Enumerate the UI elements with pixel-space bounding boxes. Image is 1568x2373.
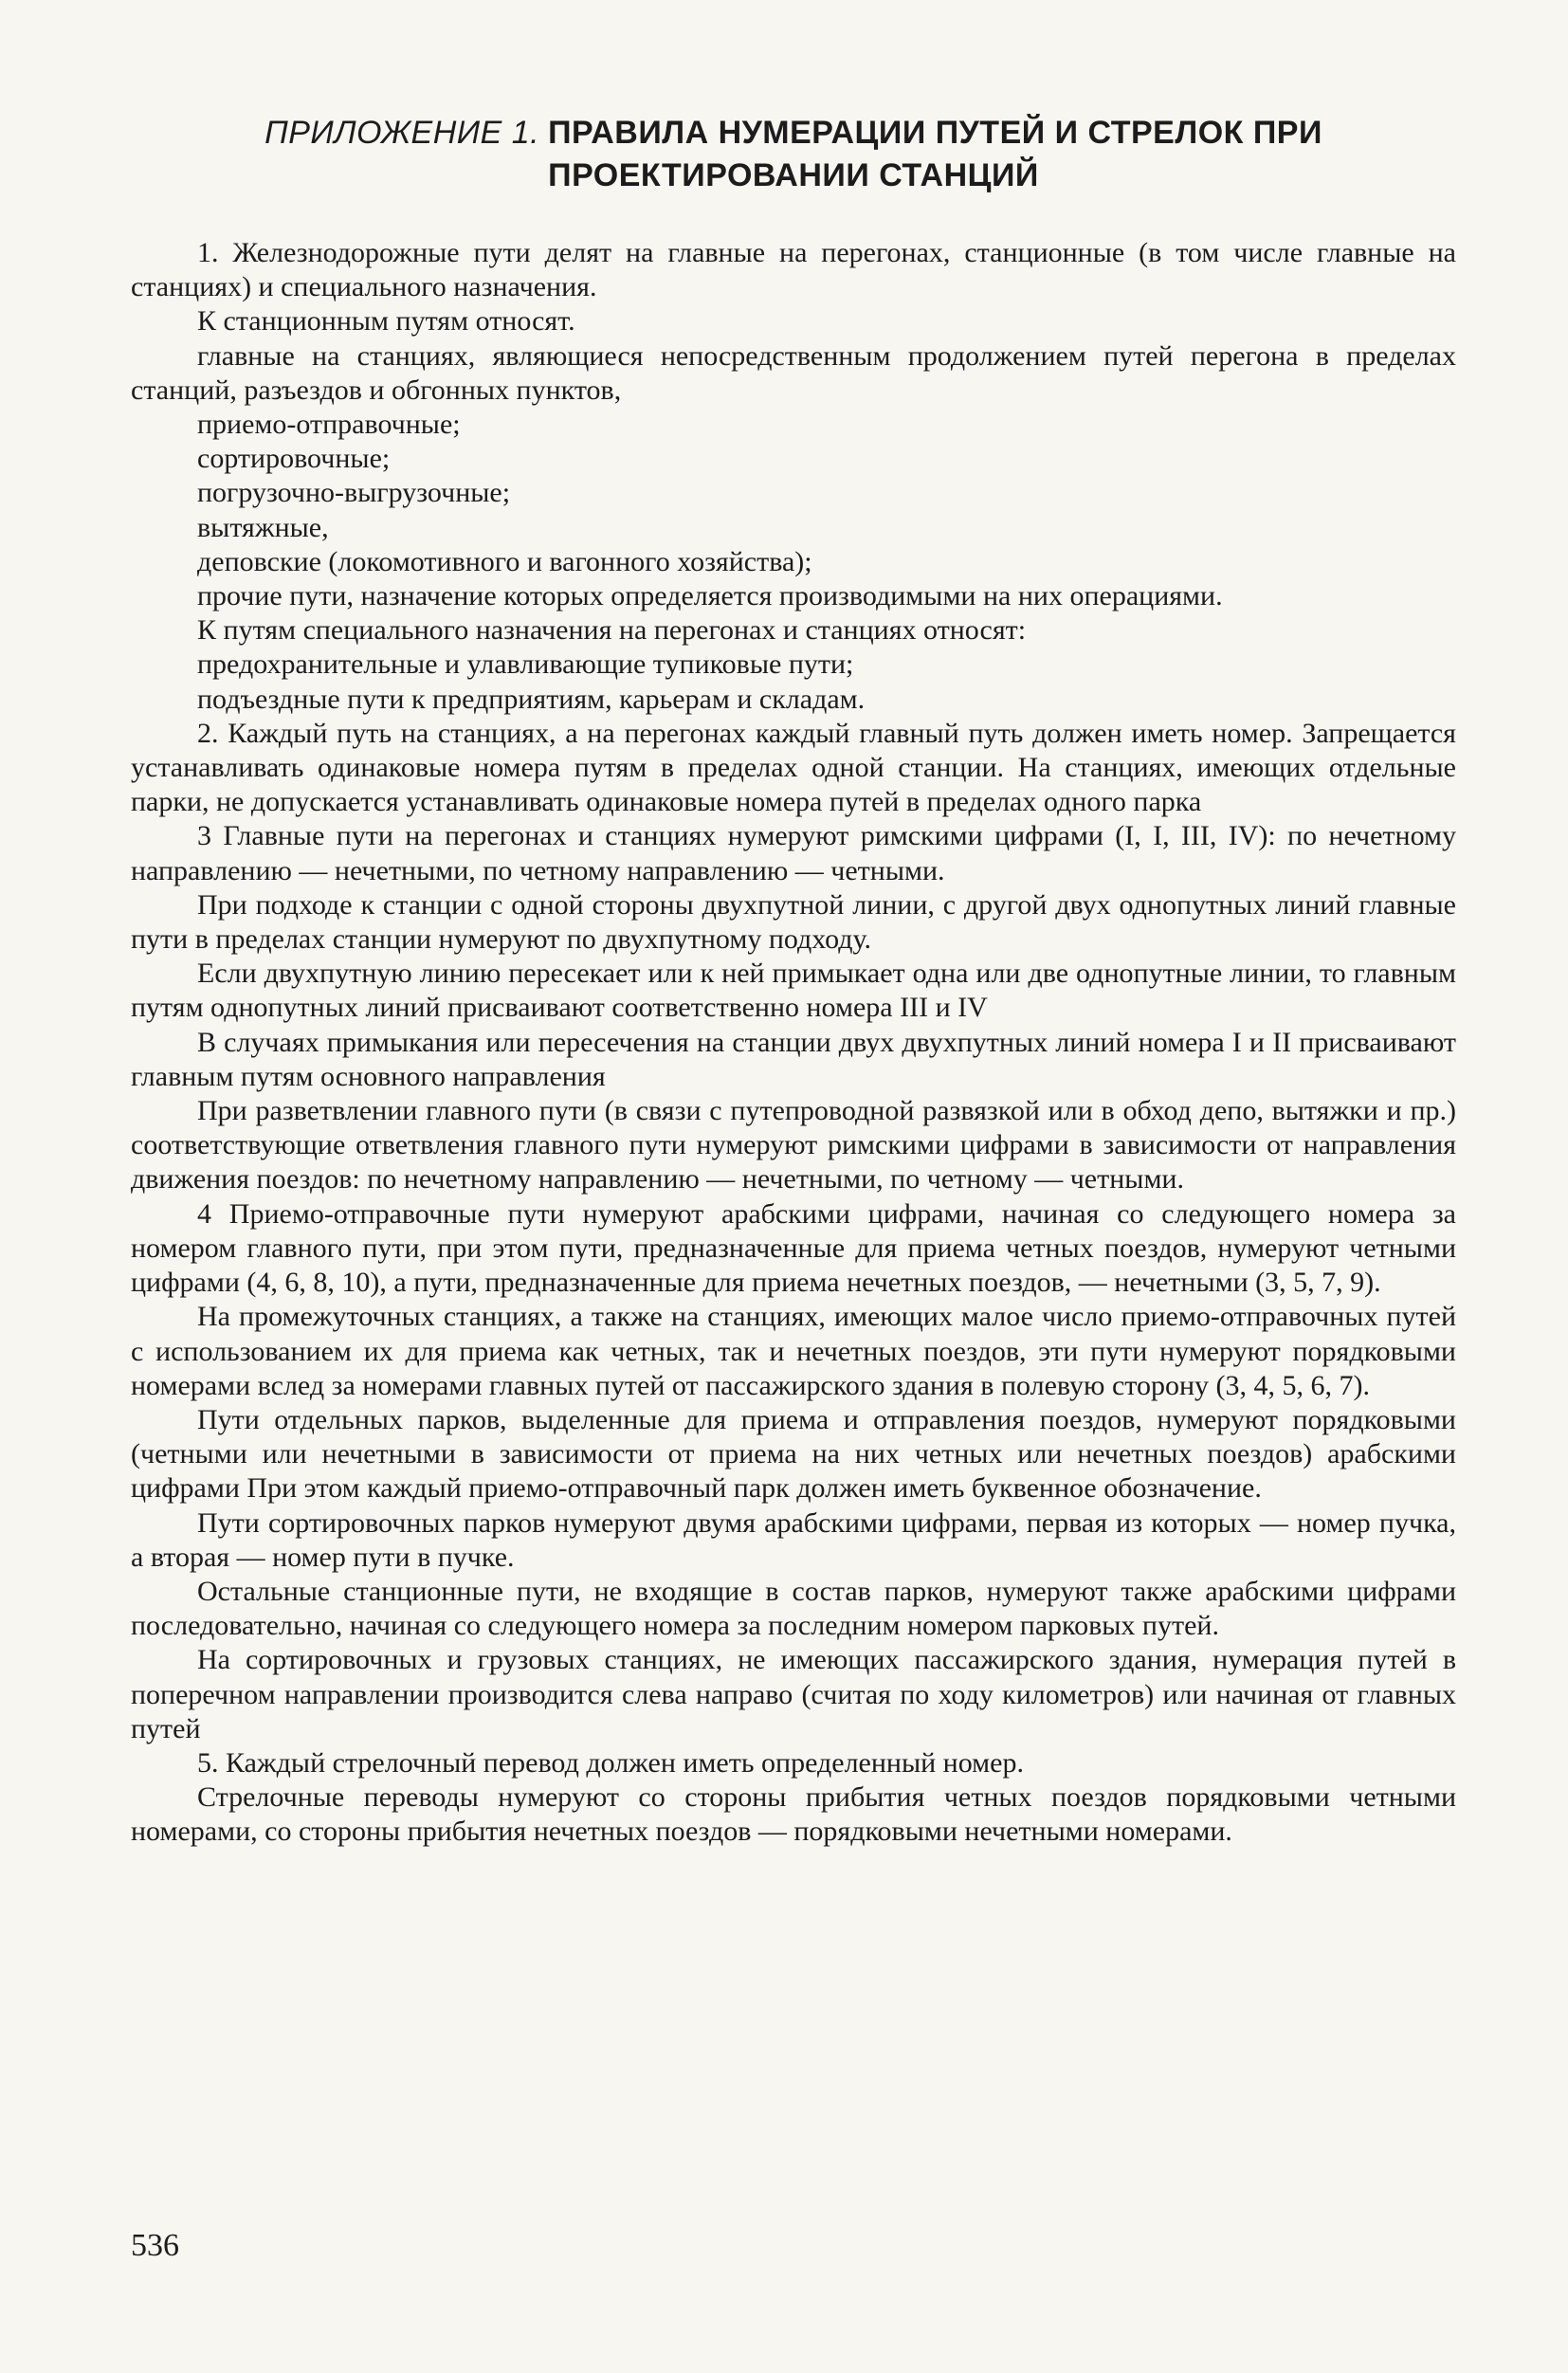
paragraph: К путям специального назначения на перегонах и станциях относят: [197, 614, 1027, 647]
list-item: погрузочно-выгрузочные; [197, 477, 511, 509]
paragraph: В случаях примыкания или пересечения на станции двух двухпутных линий номера I и II присваивают главным путям основного направления [131, 1026, 1456, 1092]
paragraph: Пути отдельных парков, выделенные для приема и отправления поездов, нумеруют порядковыми (четными или нечетными в зависимости от приема на них четных или нечетных поездов) арабскими цифрами При этом каждый приемо-отправочный парк должен иметь буквенное обозначение. [131, 1403, 1456, 1505]
paragraph: 1. Железнодорожные пути делят на главные на перегонах, станционные (в том числе главные на станциях) и специального назначения. [131, 237, 1456, 303]
paragraph: На сортировочных и грузовых станциях, не имеющих пассажирского здания, нумерация путей в поперечном направлении производится слева направо (считая по ходу километров) или начиная от главных путей [131, 1644, 1456, 1744]
paragraph: При разветвлении главного пути (в связи с путепроводной развязкой или в обход депо, вытяжки и пр.) соответствующие ответвления главного пути нумеруют римскими цифрами в зависимости от направления движения поездов: по нечетному направлению — нечетными, по четному — четными. [131, 1095, 1456, 1196]
paragraph: Если двухпутную линию пересекает или к ней примыкает одна или две однопутные линии, то главным путям однопутных линий присваивают соответственно номера III и IV [131, 958, 1456, 1024]
paragraph: К станционным путям относят. [197, 305, 575, 338]
body-text [131, 236, 1456, 1850]
paragraph: На промежуточных станциях, а также на станциях, имеющих малое число приемо-отправочных путей с использованием их для приема как четных, так и нечетных поездов, эти пути нумеруют порядковыми номерами вслед за номерами главных путей от пассажирского здания в полевую сторону (3, 4, 5, 6, 7). [131, 1301, 1456, 1401]
list-item: приемо-отправочные; [197, 409, 461, 441]
paragraph: Остальные станционные пути, не входящие в состав парков, нумеруют также арабскими цифрами последовательно, начиная со следующего номера за последним номером парковых путей. [131, 1575, 1456, 1642]
list-item: деповские (локомотивного и вагонного хозяйства); [197, 545, 812, 577]
list-item: подъездные пути к предприятиям, карьерам и складам. [197, 683, 866, 715]
paragraph: 2. Каждый путь на станциях, а на перегонах каждый главный путь должен иметь номер. Запрещается устанавливать одинаковые номера путям в пределах одной станции. На станциях, имеющих отдельные парки, не допускается устанавливать одинаковые номера путей в пределах одного парка [131, 717, 1456, 818]
paragraph: 3 Главные пути на перегонах и станциях нумеруют римскими цифрами (I, I, III, IV): по нечетному направлению — нечетными, по четному направлению — четными. [131, 820, 1456, 886]
page-number: 536 [131, 2228, 179, 2263]
paragraph: 5. Каждый стрелочный перевод должен иметь определенный номер. [197, 1746, 1024, 1779]
list-item: вытяжные, [197, 511, 329, 543]
paragraph: главные на станциях, являющиеся непосредственным продолжением путей перегона в пределах станций, разъездов и обгонных пунктов, [131, 339, 1456, 406]
paragraph: 4 Приемо-отправочные пути нумеруют арабскими цифрами, начиная со следующего номера за номером главного пути, при этом пути, предназначенные для приема четных поездов, нумеруют четными цифрами (4, 6, 8, 10), а пути, предназначенные для приема нечетных поездов, — нечетными (3, 5, 7, 9). [131, 1197, 1456, 1299]
list-item: предохранительные и улавливающие тупиковые пути; [197, 648, 854, 681]
paragraph: Стрелочные переводы нумеруют со стороны прибытия четных поездов порядковыми четными номерами, со стороны прибытия нечетных поездов — порядковыми нечетными номерами. [131, 1781, 1456, 1848]
paragraph: При подходе к станции с одной стороны двухпутной линии, с другой двух однопутных линий главные пути в пределах станции нумеруют по двухпутному подходу. [131, 888, 1456, 956]
list-item: прочие пути, назначение которых определяется производимыми на них операциями. [197, 580, 1223, 612]
paragraph: Пути сортировочных парков нумеруют двумя арабскими цифрами, первая из которых — номер пучка, а вторая — номер пути в пучке. [131, 1506, 1456, 1573]
appendix-label: ПРИЛОЖЕНИЕ 1. [264, 115, 540, 151]
appendix-title [131, 112, 1456, 196]
list-item: сортировочные; [197, 443, 391, 475]
title-line-1: ПРАВИЛА НУМЕРАЦИИ ПУТЕЙ И СТРЕЛОК ПРИ [548, 115, 1322, 151]
title-line-2: ПРОЕКТИРОВАНИИ СТАНЦИЙ [548, 157, 1039, 193]
